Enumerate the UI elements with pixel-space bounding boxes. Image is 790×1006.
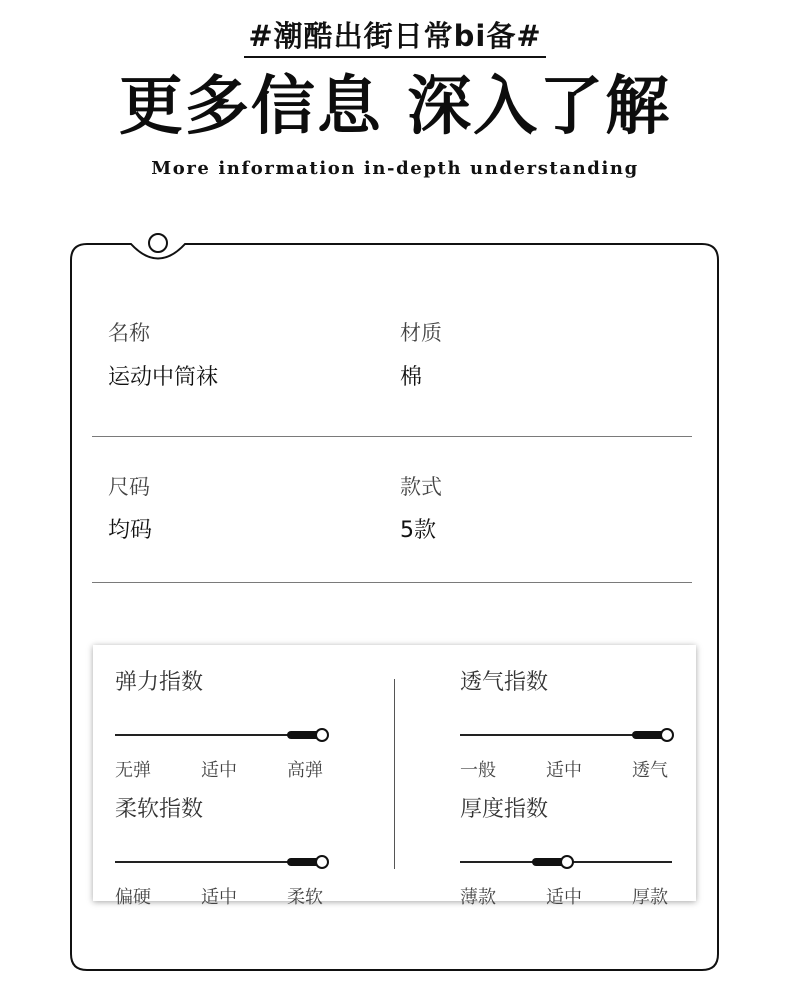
tag-text: #潮酷出街日常bi备#: [244, 14, 545, 58]
index-title: 透气指数: [460, 670, 549, 695]
index-knob: [315, 728, 329, 742]
index-track: [115, 734, 327, 736]
index-option-mid: 适中: [201, 887, 237, 908]
index-track: [460, 734, 672, 736]
index-option-mid: 适中: [201, 760, 237, 781]
index-title: 柔软指数: [115, 797, 204, 822]
index-title: 弹力指数: [115, 670, 204, 695]
index-title: 厚度指数: [460, 797, 549, 822]
index-option-low: 无弹: [115, 760, 151, 781]
material-value: 棉: [400, 365, 423, 390]
index-option-high: 柔软: [287, 887, 323, 908]
subline: More information in-depth understanding: [151, 158, 639, 179]
name-value: 运动中筒袜: [108, 365, 219, 390]
name-label: 名称: [108, 321, 150, 345]
style-label: 款式: [400, 475, 442, 499]
index-option-low: 薄款: [460, 887, 496, 908]
index-option-low: 偏硬: [115, 887, 151, 908]
index-track: [460, 861, 672, 863]
index-panel: [93, 645, 696, 908]
index-option-mid: 适中: [546, 887, 582, 908]
index-option-mid: 适中: [546, 760, 582, 781]
index-knob: [315, 855, 329, 869]
hang-hole-icon: [149, 234, 167, 252]
material-label: 材质: [400, 321, 442, 345]
index-option-high: 透气: [632, 760, 668, 781]
divider: [92, 436, 692, 437]
size-value: 均码: [108, 518, 153, 543]
index-knob: [660, 728, 674, 742]
headline: 更多信息 深入了解: [118, 70, 672, 144]
index-knob: [560, 855, 574, 869]
index-option-high: 高弹: [287, 760, 323, 781]
style-value: 5款: [400, 518, 436, 543]
index-option-low: 一般: [460, 760, 496, 781]
index-track: [115, 861, 327, 863]
size-label: 尺码: [108, 475, 150, 499]
index-option-high: 厚款: [632, 887, 668, 908]
divider: [92, 582, 692, 583]
panel-separator: [394, 679, 395, 869]
